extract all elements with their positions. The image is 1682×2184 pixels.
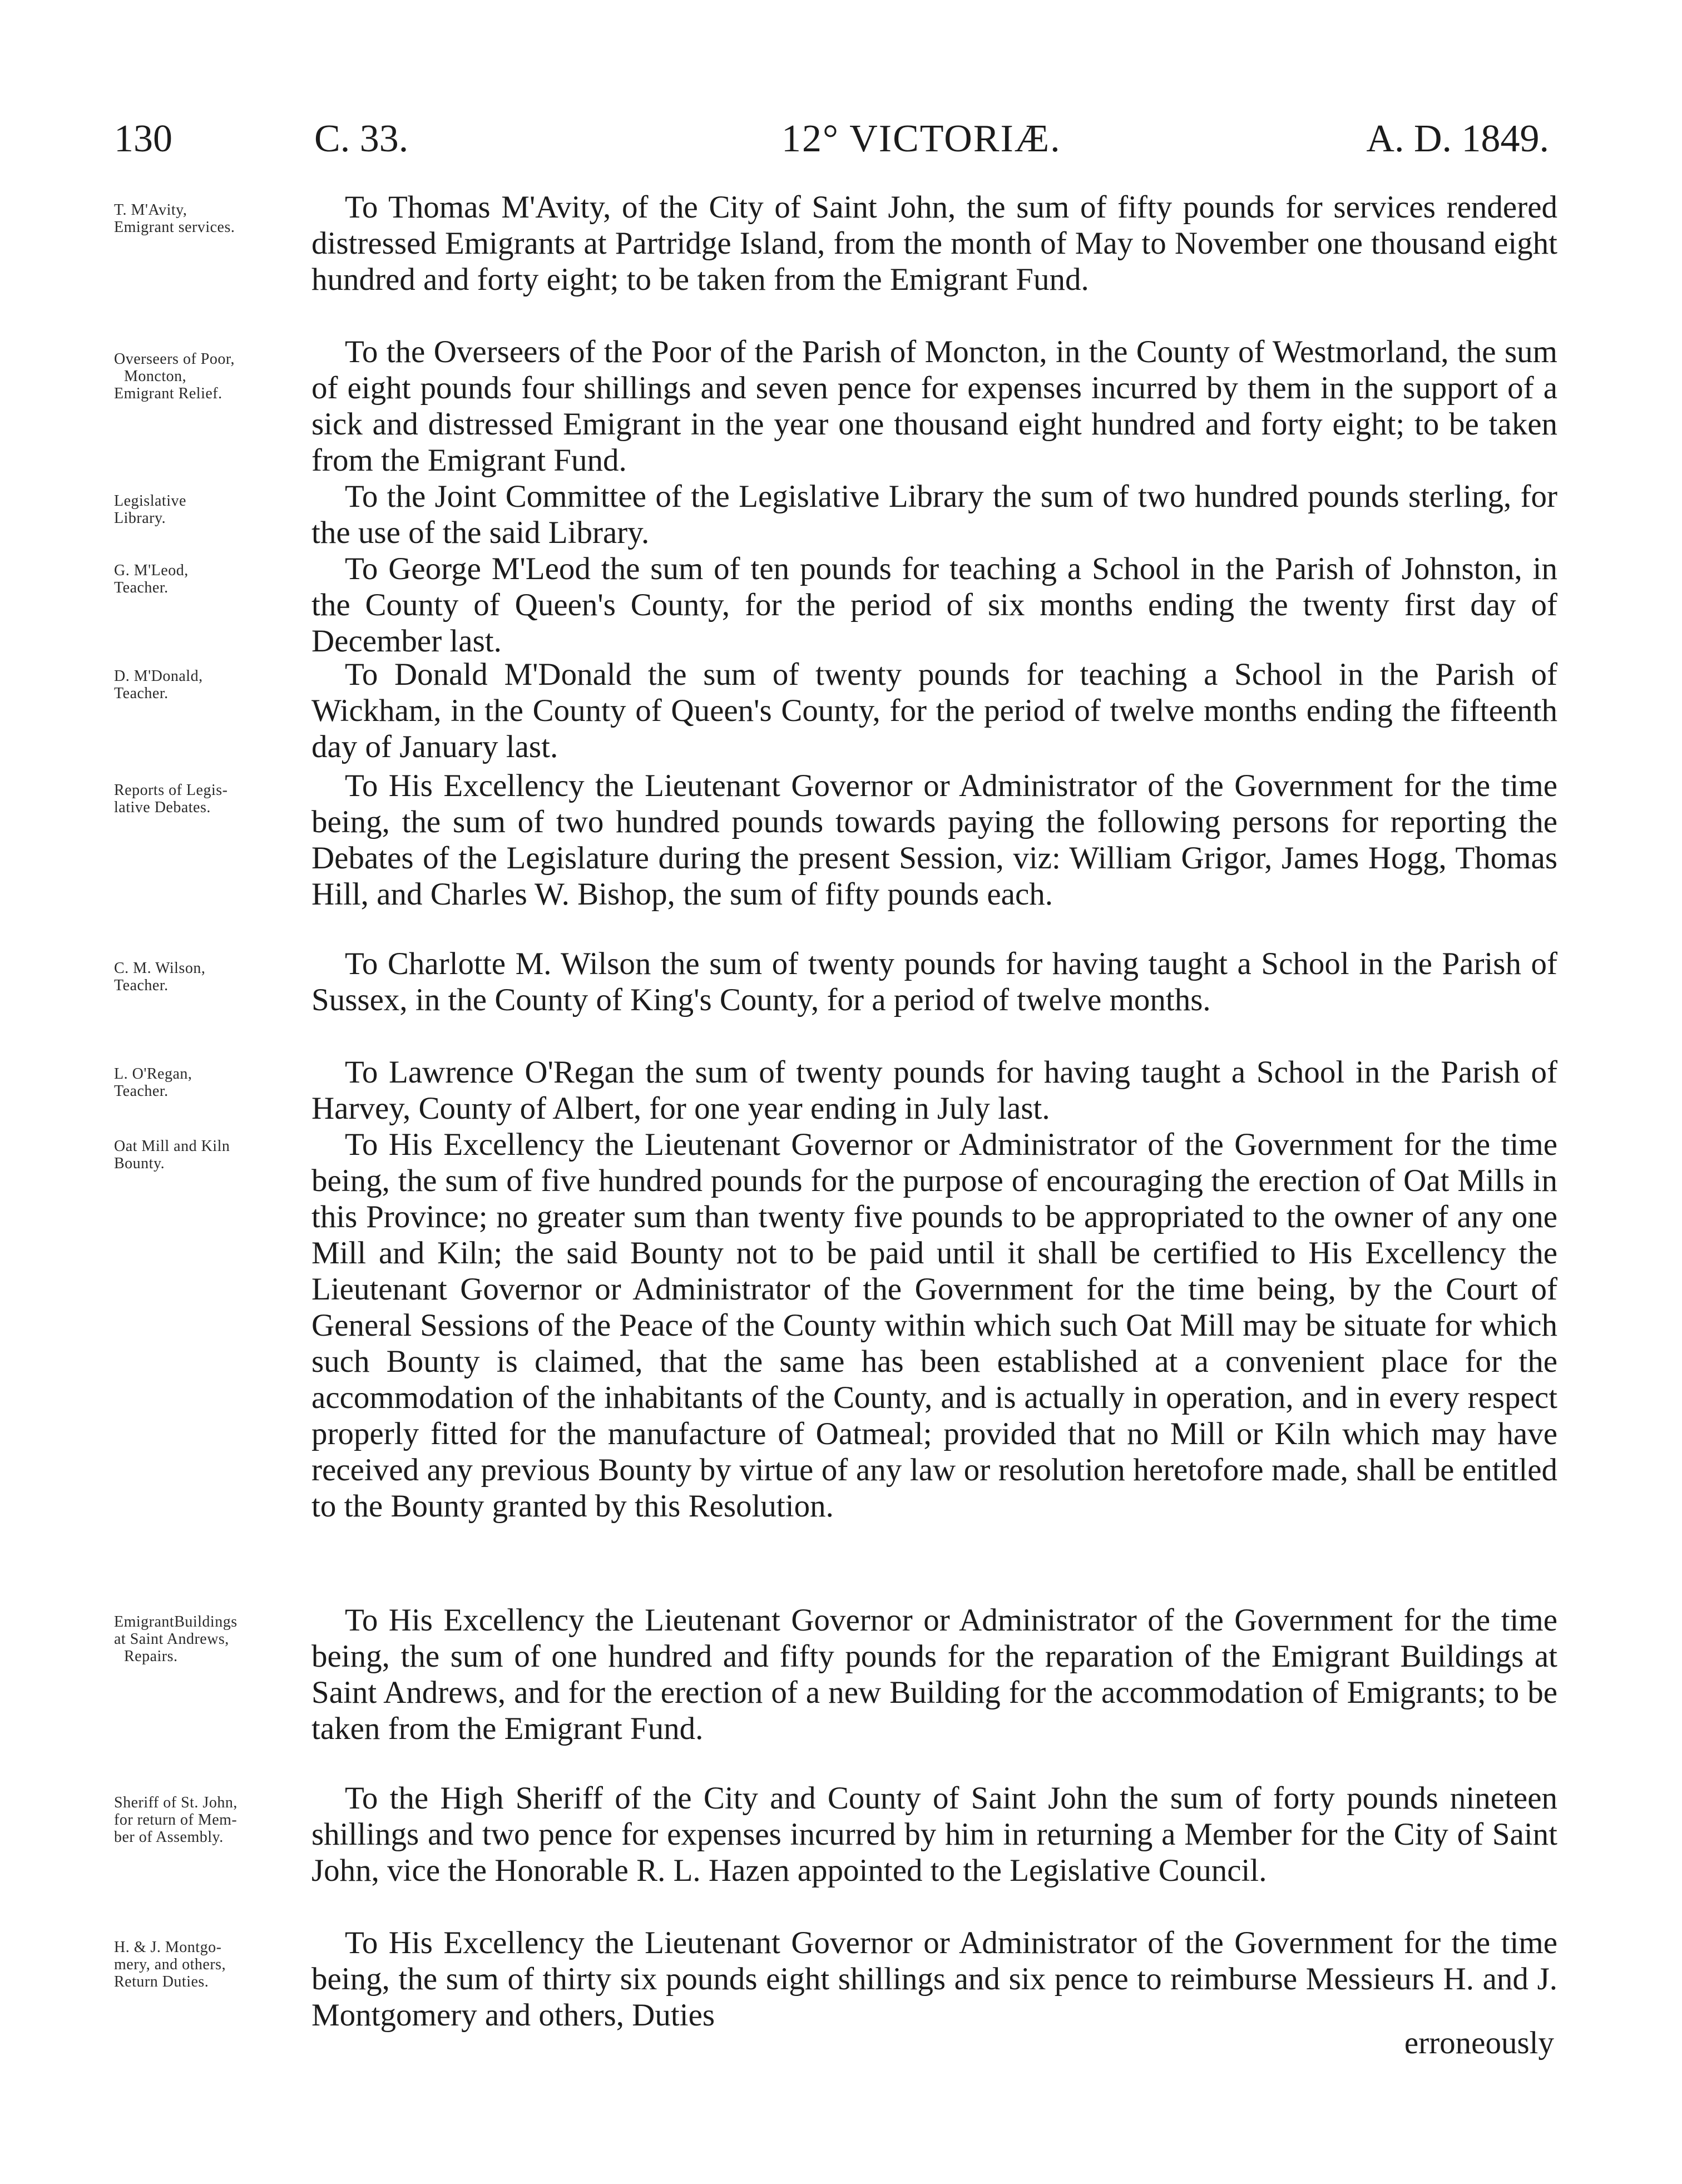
reign-title: 12° VICTORIÆ. [781,117,1061,160]
margin-note: Legislative Library. [114,492,186,527]
entry-text: To George M'Leod the sum of ten pounds for teaching a School in the Parish of Johnston, in the County of Queen's County, for the period of six months ending the twenty first day of December last. [311,551,1557,659]
entry-text: To Donald M'Donald the sum of twenty pounds for teaching a School in the Parish of Wickham, in the County of Queen's County, for the period of twelve months ending the fifteenth day of January last. [311,657,1557,764]
running-header [114,114,1549,164]
chapter-number: C. 33. [314,117,409,160]
margin-note: Reports of Legis- lative Debates. [114,782,228,816]
margin-note: L. O'Regan, Teacher. [114,1065,192,1100]
entry-text: To His Excellency the Lieutenant Governor or Administrator of the Government for the time being, the sum of two hundred pounds towards paying the following persons for reporting the Debates of the Legislature during the present Session, viz: William Grigor, James Hogg, Thomas Hill, and Charles W. Bishop, the sum of fifty pounds each. [311,768,1557,912]
margin-note: G. M'Leod, Teacher. [114,562,189,596]
margin-note: Oat Mill and Kiln Bounty. [114,1138,230,1172]
entry-text: To Thomas M'Avity, of the City of Saint John, the sum of fifty pounds for services rendered distressed Emigrants at Partridge Island, from the month of May to November one thousand eight hundred and forty eight; to be taken from the Emigrant Fund. [311,190,1557,297]
entry-text: To His Excellency the Lieutenant Governor or Administrator of the Government for the time being, the sum of thirty six pounds eight shillings and six pence to reimburse Messieurs H. and J. Montgomery and others, Duties [311,1925,1557,2033]
entry-text: To His Excellency the Lieutenant Governor or Administrator of the Government for the time being, the sum of one hundred and fifty pounds for the reparation of the Emigrant Buildings at Saint Andrews, and for the erection of a new Building for the accommodation of Emigrants; to be taken from the Emigrant Fund. [311,1603,1557,1746]
margin-note: Sheriff of St. John, for return of Mem- ber of Assembly. [114,1794,238,1846]
margin-note: C. M. Wilson, Teacher. [114,960,206,994]
entry-text: To the Overseers of the Poor of the Parish of Moncton, in the County of Westmorland, the sum of eight pounds four shillings and seven pence for expenses incurred by them in the support of a sick and distressed Emigrant in the year one thousand eight hundred and forty eight; to be taken from the Emigrant Fund. [311,334,1557,478]
year-label: A. D. 1849. [1366,117,1549,160]
margin-note: T. M'Avity, Emigrant services. [114,201,235,236]
margin-note: Overseers of Poor, Moncton, Emigrant Relief. [114,350,235,402]
entry-text: To the Joint Committee of the Legislative Library the sum of two hundred pounds sterling, for the use of the said Library. [311,479,1557,550]
margin-note: D. M'Donald, Teacher. [114,668,203,702]
entry-text: To the High Sheriff of the City and County of Saint John the sum of forty pounds nineteen shillings and two pence for expenses incurred by him in returning a Member for the City of Saint John, vice the Honorable R. L. Hazen appointed to the Legislative Council. [311,1781,1557,1888]
catchword: erroneously [1404,2025,1554,2061]
entry-text: To Lawrence O'Regan the sum of twenty pounds for having taught a School in the Parish of Harvey, County of Albert, for one year ending in July last. [311,1055,1557,1126]
margin-note: EmigrantBuildings at Saint Andrews, Repairs. [114,1613,238,1665]
entry-text: To Charlotte M. Wilson the sum of twenty pounds for having taught a School in the Parish of Sussex, in the County of King's County, for a period of twelve months. [311,946,1557,1017]
margin-note: H. & J. Montgo- mery, and others, Return Duties. [114,1939,226,1990]
page-number: 130 [114,117,172,160]
entry-text: To His Excellency the Lieutenant Governor or Administrator of the Government for the time being, the sum of five hundred pounds for the purpose of encouraging the erection of Oat Mills in this Province; no greater sum than twenty five pounds to be appropriated to the owner of any one Mill and Kiln; the said Bounty not to be paid until it shall be certified to His Excellency the Lieutenant Governor or Administrator of the Government for the time being, by the Court of General Sessions of the Peace of the County within which such Oat Mill may be situate for which such Bounty is claimed, that the same has been established at a convenient place for the accommodation of the inhabitants of the County, and is actually in operation, and in every respect properly fitted for the manufacture of Oatmeal; provided that no Mill or Kiln which may have received any previous Bounty by virtue of any law or resolution heretofore made, shall be entitled to the Bounty granted by this Resolution. [311,1127,1557,1524]
